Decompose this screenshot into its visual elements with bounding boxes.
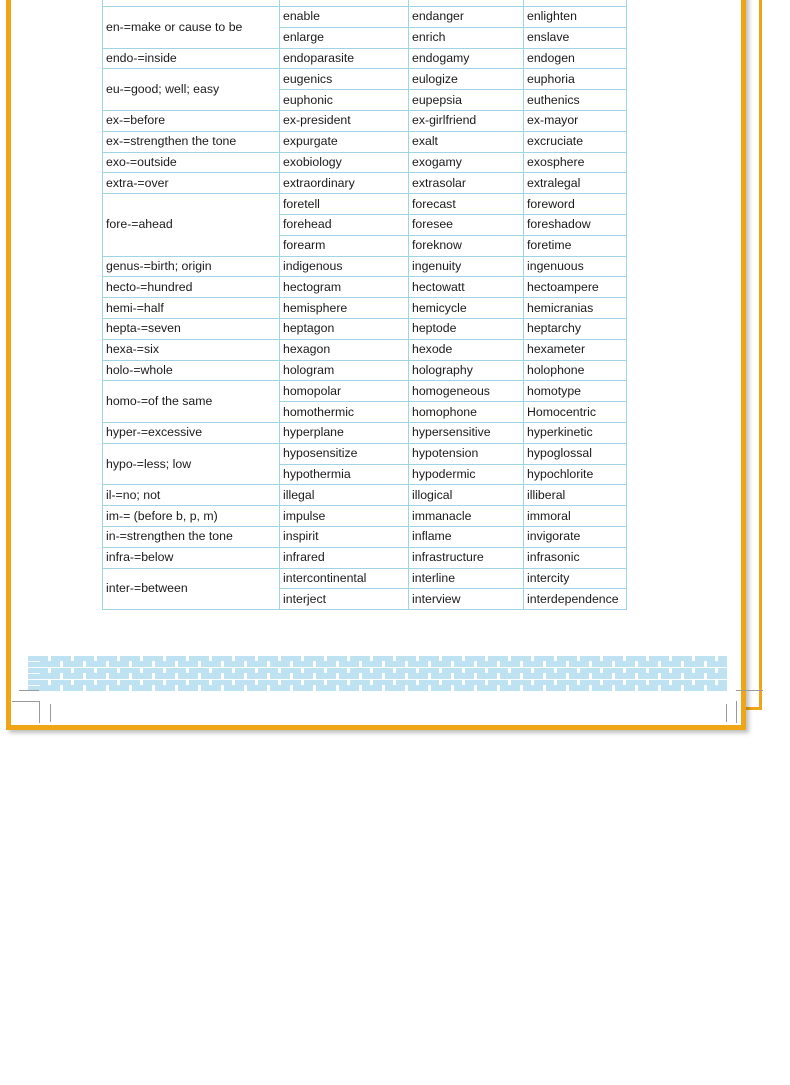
table-row (103, 443, 627, 464)
prefix-cell: infra-=below (103, 547, 280, 568)
example-word-cell: enlarge (280, 27, 409, 48)
prefix-cell: in-=strengthen the tone (103, 526, 280, 547)
example-word-cell: exosphere (524, 152, 627, 173)
example-word-cell: endogen (524, 48, 627, 69)
example-word-cell: hyposensitize (280, 443, 409, 464)
crop-mark (19, 690, 39, 691)
example-word-cell: hectoampere (524, 277, 627, 298)
prefix-cell: holo-=whole (103, 360, 280, 381)
example-word-cell: hexagon (280, 339, 409, 360)
example-word-cell: forearm (280, 235, 409, 256)
example-word-cell: enrich (409, 27, 524, 48)
example-word-cell: hectowatt (409, 277, 524, 298)
example-word-cell: interview (409, 589, 524, 610)
example-word-cell: extrasolar (409, 173, 524, 194)
example-word-cell: endoparasite (280, 48, 409, 69)
crop-mark (736, 690, 763, 691)
example-word-cell: excruciate (524, 131, 627, 152)
example-word-cell: enlighten (524, 7, 627, 28)
table-row (103, 131, 627, 152)
example-word-cell: hyperkinetic (524, 422, 627, 443)
table-row (103, 360, 627, 381)
crop-mark (39, 701, 40, 723)
example-word-cell: homophone (409, 402, 524, 423)
example-word-cell: infrasonic (524, 547, 627, 568)
example-word-cell: euphoria (524, 69, 627, 90)
example-word-cell: exobiology (280, 152, 409, 173)
prefix-table (102, 0, 627, 610)
example-word-cell: eulogize (409, 69, 524, 90)
example-word-cell: hemicycle (409, 298, 524, 319)
example-word-cell: hemisphere (280, 298, 409, 319)
table-row (103, 422, 627, 443)
example-word-cell: ex-mayor (524, 110, 627, 131)
example-word-cell: heptode (409, 318, 524, 339)
example-word-cell: homothermic (280, 402, 409, 423)
example-word-cell: exalt (409, 131, 524, 152)
table-row (103, 339, 627, 360)
prefix-cell: homo-=of the same (103, 381, 280, 423)
example-word-cell: foretell (280, 194, 409, 215)
example-word-cell: forehead (280, 214, 409, 235)
example-word-cell: interline (409, 568, 524, 589)
example-word-cell: inspirit (280, 526, 409, 547)
example-word-cell: euthenics (524, 90, 627, 111)
example-word-cell: hologram (280, 360, 409, 381)
table-row (103, 298, 627, 319)
example-word-cell: hypodermic (409, 464, 524, 485)
example-word-cell: heptagon (280, 318, 409, 339)
example-word-cell: ingenuous (524, 256, 627, 277)
crop-mark (12, 701, 39, 702)
example-word-cell: enable (280, 7, 409, 28)
example-word-cell: foreword (524, 194, 627, 215)
example-word-cell: immoral (524, 506, 627, 527)
example-word-cell: holophone (524, 360, 627, 381)
example-word-cell: enslave (524, 27, 627, 48)
table-row (103, 318, 627, 339)
prefix-cell: eu-=good; well; easy (103, 69, 280, 111)
prefix-cell: hyper-=excessive (103, 422, 280, 443)
example-word-cell: interject (280, 589, 409, 610)
example-word-cell: intercontinental (280, 568, 409, 589)
prefix-cell: exo-=outside (103, 152, 280, 173)
prefix-cell: fore-=ahead (103, 194, 280, 256)
prefix-cell: il-=no; not (103, 485, 280, 506)
table-row (103, 173, 627, 194)
example-word-cell: homotype (524, 381, 627, 402)
footer-brick-row (40, 673, 727, 679)
example-word-cell: heptarchy (524, 318, 627, 339)
footer-brick-row (40, 685, 727, 691)
prefix-cell: hypo-=less; low (103, 443, 280, 485)
example-word-cell: foreshadow (524, 214, 627, 235)
example-word-cell: interdependence (524, 589, 627, 610)
prefix-cell: hecto-=hundred (103, 277, 280, 298)
example-word-cell: forecast (409, 194, 524, 215)
example-word-cell: ex-girlfriend (409, 110, 524, 131)
table-row (103, 277, 627, 298)
example-word-cell: euphonic (280, 90, 409, 111)
example-word-cell: extralegal (524, 173, 627, 194)
example-word-cell: hemicranias (524, 298, 627, 319)
example-word-cell: eugenics (280, 69, 409, 90)
example-word-cell: homogeneous (409, 381, 524, 402)
table-row (103, 547, 627, 568)
example-word-cell: indigenous (280, 256, 409, 277)
prefix-cell: inter-=between (103, 568, 280, 610)
table-row (103, 568, 627, 589)
crop-mark (50, 704, 51, 722)
prefix-cell: hepta-=seven (103, 318, 280, 339)
example-word-cell: homopolar (280, 381, 409, 402)
example-word-cell: exogamy (409, 152, 524, 173)
crop-mark (736, 701, 737, 723)
example-word-cell: ex-president (280, 110, 409, 131)
prefix-cell: im-= (before b, p, m) (103, 506, 280, 527)
table-row (103, 48, 627, 69)
example-word-cell: endanger (409, 7, 524, 28)
example-word-cell: hypoglossal (524, 443, 627, 464)
prefix-cell: extra-=over (103, 173, 280, 194)
example-word-cell: Homocentric (524, 402, 627, 423)
prefix-cell: endo-=inside (103, 48, 280, 69)
example-word-cell: hexode (409, 339, 524, 360)
table-row (103, 256, 627, 277)
table-row (103, 152, 627, 173)
example-word-cell: illegal (280, 485, 409, 506)
example-word-cell: hyperplane (280, 422, 409, 443)
example-word-cell: hypotension (409, 443, 524, 464)
prefix-table-body (103, 0, 627, 610)
example-word-cell: endogamy (409, 48, 524, 69)
example-word-cell: impulse (280, 506, 409, 527)
table-row (103, 69, 627, 90)
prefix-cell: en-=make or cause to be (103, 7, 280, 49)
prefix-cell: ex-=strengthen the tone (103, 131, 280, 152)
example-word-cell: infrastructure (409, 547, 524, 568)
example-word-cell: illogical (409, 485, 524, 506)
example-word-cell: illiberal (524, 485, 627, 506)
example-word-cell: hexameter (524, 339, 627, 360)
example-word-cell: infrared (280, 547, 409, 568)
table-row (103, 7, 627, 28)
table-row (103, 485, 627, 506)
prefix-cell: hemi-=half (103, 298, 280, 319)
prefix-cell: genus-=birth; origin (103, 256, 280, 277)
example-word-cell: foresee (409, 214, 524, 235)
table-row (103, 526, 627, 547)
example-word-cell: immanacle (409, 506, 524, 527)
example-word-cell: ingenuity (409, 256, 524, 277)
example-word-cell: intercity (524, 568, 627, 589)
example-word-cell: hypochlorite (524, 464, 627, 485)
table-row (103, 110, 627, 131)
example-word-cell: hypersensitive (409, 422, 524, 443)
example-word-cell: expurgate (280, 131, 409, 152)
example-word-cell: foretime (524, 235, 627, 256)
example-word-cell: foreknow (409, 235, 524, 256)
table-row (103, 381, 627, 402)
table-row (103, 194, 627, 215)
example-word-cell: extraordinary (280, 173, 409, 194)
example-word-cell: hypothermia (280, 464, 409, 485)
example-word-cell: eupepsia (409, 90, 524, 111)
table-row (103, 506, 627, 527)
footer-brick-row (40, 661, 727, 667)
prefix-cell: hexa-=six (103, 339, 280, 360)
example-word-cell: inflame (409, 526, 524, 547)
crop-mark (726, 704, 727, 722)
example-word-cell: hectogram (280, 277, 409, 298)
example-word-cell: invigorate (524, 526, 627, 547)
example-word-cell: holography (409, 360, 524, 381)
prefix-cell: ex-=before (103, 110, 280, 131)
